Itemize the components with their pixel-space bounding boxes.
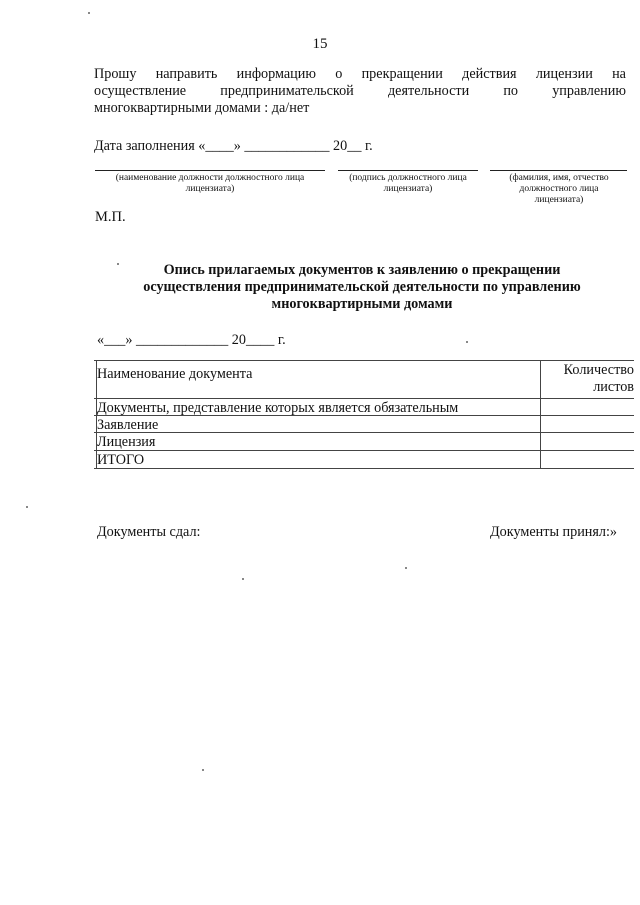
word: прекращении: [361, 66, 443, 82]
sheet-count-cell[interactable]: [542, 416, 632, 431]
inventory-title: [94, 262, 630, 313]
word: осуществление: [94, 83, 187, 99]
sheet-count-cell[interactable]: [542, 451, 632, 467]
word: информацию: [236, 66, 316, 82]
word: о: [335, 66, 343, 82]
word: Прошу: [94, 66, 137, 82]
word: предпринимательской: [220, 83, 354, 99]
word: направить: [155, 66, 218, 82]
table-row: ИТОГО: [97, 452, 145, 468]
scan-speck: [117, 263, 119, 265]
scan-speck: [202, 769, 204, 771]
word: деятельности: [387, 83, 470, 99]
documents-accepted-label: Документы принял:»: [490, 524, 618, 540]
stamp-place: М.П.: [95, 209, 126, 225]
request-line-1: [94, 66, 626, 83]
request-line-3: многоквартирными домами : да/нет: [94, 100, 310, 116]
signature-line-name[interactable]: [490, 170, 627, 171]
documents-submitted-label: Документы сдал:: [97, 524, 201, 540]
word: лицензии: [535, 66, 593, 82]
request-paragraph: [94, 66, 626, 117]
table-row: Документы, представление которых является обязательным: [97, 400, 459, 416]
word: управлению: [552, 83, 626, 99]
table-rule: [94, 360, 634, 361]
signature-caption-name: (фамилия, имя, отчество должностного лица лицензиата): [509, 173, 609, 205]
word: по: [503, 83, 519, 99]
word: на: [612, 66, 626, 82]
signature-caption-sign: (подпись должностного лица лицензиата): [349, 173, 467, 194]
scan-speck: [242, 578, 244, 580]
word: действия: [462, 66, 517, 82]
inventory-title-line-3: многоквартирными домами: [271, 296, 453, 312]
scan-speck: [405, 567, 407, 569]
scan-speck: [26, 506, 28, 508]
table-rule: [540, 360, 541, 468]
signature-caption-position: (наименование должности должностного лица лицензиата): [115, 173, 305, 194]
sheet-count-cell[interactable]: [542, 399, 632, 414]
signature-line-position[interactable]: [95, 170, 325, 171]
inventory-date-field[interactable]: «___» _____________ 20____ г.: [97, 332, 286, 348]
inventory-title-line-2: осуществления предпринимательской деятельности по управлению: [143, 279, 581, 295]
inventory-table: [94, 358, 634, 478]
table-rule: [94, 468, 634, 469]
request-line-2: [94, 83, 626, 100]
column-header-sheets: Количество листов: [563, 362, 634, 395]
inventory-title-line-1: Опись прилагаемых документов к заявлению о прекращении: [163, 262, 561, 278]
signature-line-sign[interactable]: [338, 170, 478, 171]
table-row: Заявление: [97, 417, 159, 433]
sheet-count-cell[interactable]: [542, 433, 632, 449]
fill-date-field[interactable]: Дата заполнения «____» ____________ 20__ г.: [94, 138, 373, 154]
table-row: Лицензия: [97, 434, 156, 450]
column-header-document: Наименование документа: [97, 366, 253, 382]
scan-speck: [466, 341, 468, 343]
scan-speck: [88, 12, 90, 14]
page-number: 15: [312, 36, 328, 52]
